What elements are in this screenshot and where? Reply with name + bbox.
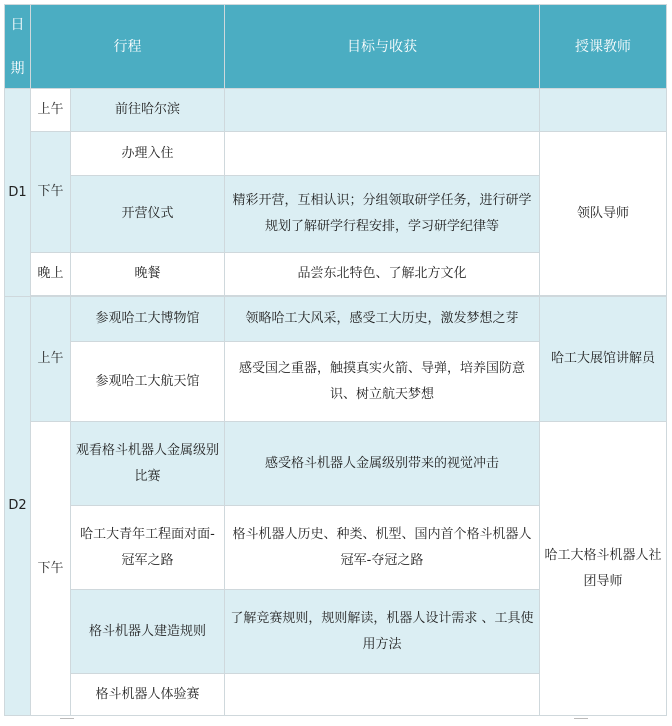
table-row xyxy=(5,132,667,176)
goal-cell xyxy=(225,89,540,132)
teacher-cell xyxy=(540,89,667,132)
goal-cell: 感受格斗机器人金属级别带来的视觉冲击 xyxy=(225,422,540,506)
item-cell: 格斗机器人体验赛 xyxy=(71,674,225,716)
item-cell: 观看格斗机器人金属级别比赛 xyxy=(71,422,225,506)
item-cell: 晚餐 xyxy=(71,253,225,296)
day-cell-d1: D1 xyxy=(5,89,31,297)
teacher-cell: 哈工大格斗机器人社团导师 xyxy=(540,422,667,716)
item-cell: 办理入住 xyxy=(71,132,225,176)
goal-cell: 格斗机器人历史、种类、机型、国内首个格斗机器人冠军-夺冠之路 xyxy=(225,506,540,590)
table-row xyxy=(5,297,667,342)
table-row xyxy=(5,422,667,506)
period-cell: 下午 xyxy=(31,422,71,716)
header-itinerary: 行程 xyxy=(31,5,225,89)
header-day xyxy=(5,5,31,89)
item-cell: 格斗机器人建造规则 xyxy=(71,590,225,674)
header-goals: 目标与收获 xyxy=(225,5,540,89)
period-cell: 上午 xyxy=(31,297,71,422)
goal-cell xyxy=(225,674,540,716)
period-cell: 晚上 xyxy=(31,253,71,296)
goal-cell xyxy=(225,132,540,176)
itinerary-table xyxy=(4,4,667,716)
item-cell: 参观哈工大博物馆 xyxy=(71,297,225,342)
teacher-cell: 领队导师 xyxy=(540,132,667,296)
header-day-line1: 日 xyxy=(10,16,25,33)
goal-cell: 感受国之重器，触摸真实火箭、导弹，培养国防意识、树立航天梦想 xyxy=(225,342,540,422)
goal-cell: 领略哈工大风采，感受工大历史，激发梦想之芽 xyxy=(225,297,540,342)
item-cell: 哈工大青年工程面对面-冠军之路 xyxy=(71,506,225,590)
goal-cell: 了解竞赛规则，规则解读，机器人设计需求 、工具使用方法 xyxy=(225,590,540,674)
goal-cell: 品尝东北特色、了解北方文化 xyxy=(225,253,540,296)
day-cell-d2: D2 xyxy=(5,297,31,716)
header-row xyxy=(5,5,667,89)
header-day-line2: 期 xyxy=(10,60,25,77)
item-cell: 开营仪式 xyxy=(71,176,225,253)
period-cell: 下午 xyxy=(31,132,71,253)
table-row xyxy=(5,89,667,132)
item-cell: 参观哈工大航天馆 xyxy=(71,342,225,422)
item-cell: 前往哈尔滨 xyxy=(71,89,225,132)
goal-cell: 精彩开营，互相认识；分组领取研学任务，进行研学规划了解研学行程安排，学习研学纪律等 xyxy=(225,176,540,253)
header-teacher: 授课教师 xyxy=(540,5,667,89)
period-cell: 上午 xyxy=(31,89,71,132)
teacher-cell: 哈工大展馆讲解员 xyxy=(540,297,667,422)
